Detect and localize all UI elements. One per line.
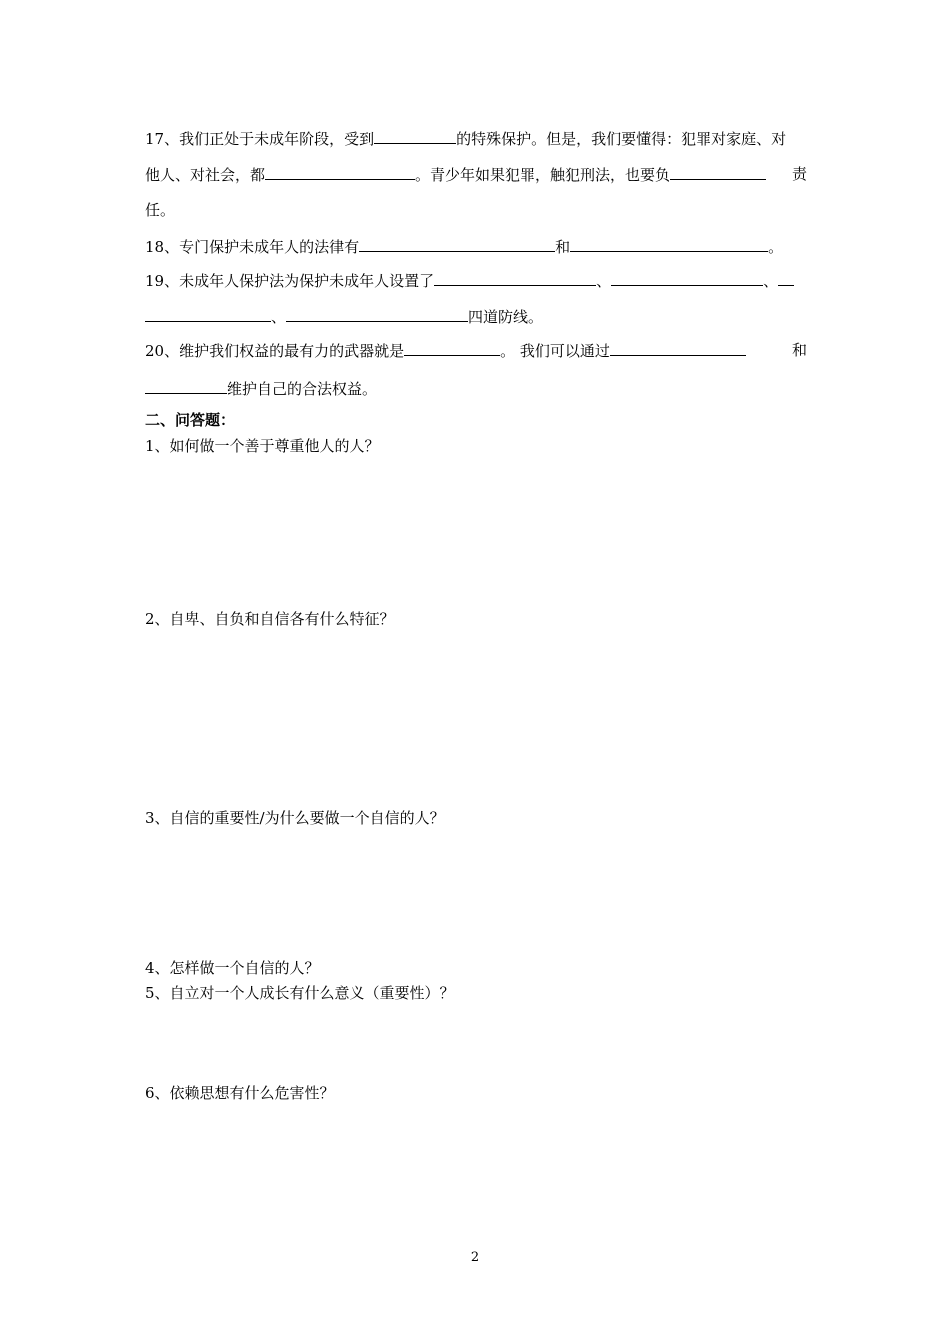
question-1: 1、如何做一个善于尊重他人的人？ — [145, 437, 380, 455]
answer-blank[interactable] — [670, 164, 766, 180]
answer-blank[interactable] — [570, 236, 768, 252]
question-3: 3、自信的重要性/为什么要做一个自信的人？ — [145, 809, 445, 827]
q17-line-3: 任。 — [145, 201, 176, 219]
q20-line-1: 20、维护我们权益的最有力的武器就是 。 我们可以通过 和 — [145, 341, 807, 360]
answer-blank[interactable] — [265, 164, 415, 180]
answer-blank[interactable] — [778, 270, 794, 286]
answer-blank[interactable] — [404, 340, 500, 356]
q17-line-1: 17、我们正处于未成年阶段，受到 的特殊保护。但是，我们要懂得：犯罪对家庭、对 — [145, 130, 787, 148]
q19-line-2: 、 四道防线。 — [145, 306, 807, 327]
answer-blank[interactable] — [286, 306, 468, 322]
q18-line: 18、专门保护未成年人的法律有 和 。 — [145, 238, 784, 256]
answer-blank[interactable] — [145, 378, 227, 394]
question-2: 2、自卑、自负和自信各有什么特征？ — [145, 610, 395, 628]
answer-blank[interactable] — [610, 340, 746, 356]
q19-line-1: 19、未成年人保护法为保护未成年人设置了 、 、 — [145, 270, 807, 291]
question-6: 6、依赖思想有什么危害性？ — [145, 1084, 335, 1102]
answer-blank[interactable] — [434, 270, 596, 286]
q17-line-2: 他人、对社会，都 。青少年如果犯罪，触犯刑法，也要负 责 — [145, 165, 807, 184]
q20-line-2: 维护自己的合法权益。 — [145, 378, 807, 399]
question-5: 5、自立对一个人成长有什么意义（重要性）？ — [145, 984, 455, 1002]
answer-blank[interactable] — [145, 306, 271, 322]
answer-blank[interactable] — [611, 270, 763, 286]
answer-blank[interactable] — [374, 128, 456, 144]
question-4: 4、怎样做一个自信的人？ — [145, 959, 320, 977]
page-number: 2 — [470, 1250, 480, 1265]
section-heading: 二、问答题： — [145, 411, 236, 429]
answer-blank[interactable] — [359, 236, 555, 252]
